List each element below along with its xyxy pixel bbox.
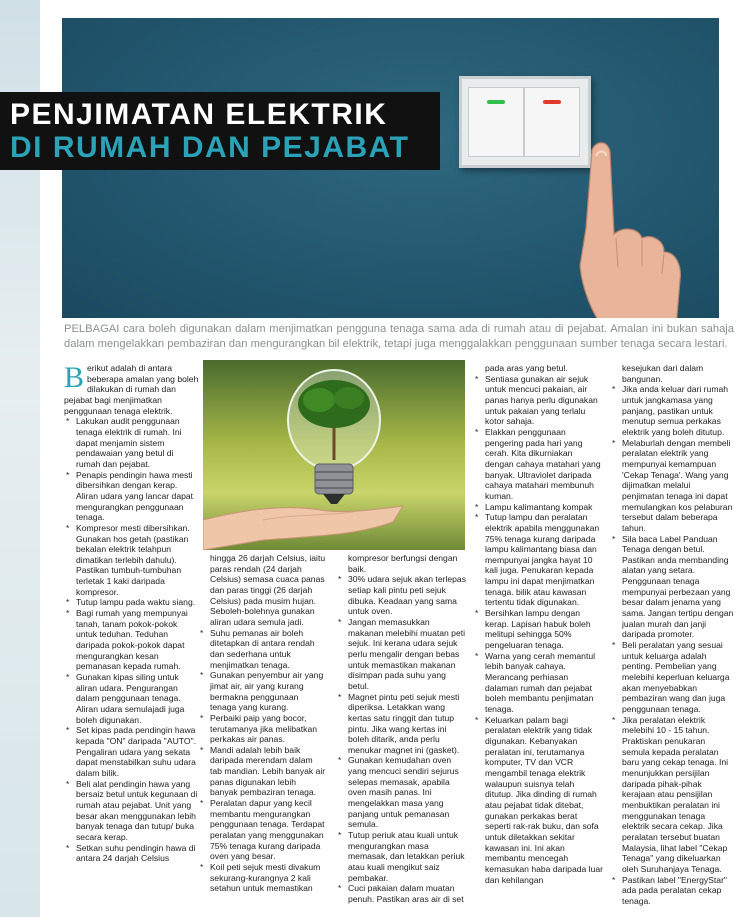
lightbulb-plant-icon: [203, 360, 465, 550]
list-item: * Gunakan kipas siling untuk aliran udara. Pengurangan dalam penggunaan tenaga. Aliran udara semulajadi juga boleh digunakan.: [64, 672, 200, 725]
intro-text: erikut adalah di antara beberapa amalan yang boleh dilakukan di rumah dan pejabat bagi menjimatkan penggunaan tenaga elektrik.: [64, 363, 199, 416]
tips-list-5: [610, 363, 734, 906]
list-item: * Keluarkan palam bagi peralatan elektrik yang tidak digunakan. Kebanyakan peralatan ini, terutamanya komputer, TV dan VCR mengambil tenaga elektrik walaupun suisnya telah ditutup. Jika dinding di rumah atau pejabat tidak ditebat, gunakan perkakas berat seperti rak-rak buku, dan sofa untuk diletakkan sekitar kawasan ini. Ini akan membantu mencegah kemasukan haba daripada luar dan kehilangan: [473, 715, 603, 886]
list-item: * Elakkan penggunaan pengering pada hari yang cerah. Kita dikurniakan dengan cahaya matahari yang banyak. Ultraviolet daripada cahaya matahari membunuh kuman.: [473, 427, 603, 502]
list-item: * Lakukan audit penggunaan tenaga elektrik di rumah. Ini dapat menjamin sistem pendawaian yang betul di rumah dan pejabat.: [64, 416, 200, 469]
list-item: * Koil peti sejuk mesti divakum sekurang-kurangnya 2 kali setahun untuk memastikan: [198, 862, 326, 894]
column-3: [336, 553, 466, 905]
list-item: * 30% udara sejuk akan terlepas setiap kali pintu peti sejuk dibuka. Keadaan yang sama untuk oven.: [336, 574, 466, 617]
lightbulb-plant-photo: [203, 360, 465, 550]
list-item: * Setkan suhu pendingin hawa di antara 24 darjah Celsius: [64, 843, 200, 864]
list-item: * Warna yang cerah memantul lebih banyak cahaya. Merancang perhiasan dalaman rumah dan pejabat boleh membantu penjimatan tenaga.: [473, 651, 603, 715]
list-item: * Tutup periuk atau kuali untuk mengurangkan masa memasak, dan letakkan periuk atau kuali mengikut saiz pembakar.: [336, 830, 466, 883]
list-item: * Beli alat pendingin hawa yang bersaiz betul untuk kegunaan di rumah atau pejabat. Unit yang besar akan menggunakan lebih banyak tenaga dan tutup/ buka secara kerap.: [64, 779, 200, 843]
list-item: * Sila baca Label Panduan Tenaga dengan betul. Pastikan anda membanding alatan yang setara. Penggunaan tenaga mempunyai perbezaan yang besar dalam jenama yang sama. Jangan tertipu dengan jualan murah dan janji daripada promoter.: [610, 534, 734, 641]
headline-line-2: DI RUMAH DAN PEJABAT: [10, 131, 410, 164]
list-item-continued: pada aras yang betul.: [485, 363, 568, 373]
intro-paragraph: [64, 363, 200, 416]
list-item: * Tutup lampu pada waktu siang.: [64, 597, 200, 608]
list-item: * Jangan memasukkan makanan melebihi muatan peti sejuk. Ini kerana udara sejuk perlu mengalir dengan bebas untuk memastikan makanan disimpan pada suhu yang betul.: [336, 617, 466, 692]
list-item: * Perbaiki paip yang bocor, terutamanya jika melibatkan perkakas air panas.: [198, 713, 326, 745]
green-indicator: [487, 100, 505, 104]
list-item: * Pastikan label "EnergyStar" ada pada peralatan cekap tenaga.: [610, 875, 734, 907]
tips-list-3: [336, 553, 466, 905]
list-item-continued: kesejukan dari dalam bangunan.: [622, 363, 704, 384]
list-item: * Melaburlah dengan membeli peralatan elektrik yang mempunyai kemampuan 'Cekap Tenaga'. Wang yang dijimatkan melalui penjimatan tenaga ini dapat memulangkan kos pelaburan tersebut dalam beberapa tahun.: [610, 438, 734, 534]
drop-cap: B: [64, 361, 85, 394]
list-item: * Sentiasa gunakan air sejuk untuk mencuci pakaian, air panas hanya perlu digunakan untuk pakaian yang terlalu kotor sahaja.: [473, 374, 603, 427]
list-item: * Bersihkan lampu dengan kerap. Lapisan habuk boleh melitupi sehingga 50% pengeluaran tenaga.: [473, 608, 603, 651]
list-item: * Beli peralatan yang sesuai untuk keluarga adalah penting. Pembelian yang melebihi keperluan keluarga akan menyebabkan pembaziran wang dan juga penggunaan tenaga.: [610, 640, 734, 715]
list-item: * Jika anda keluar dari rumah untuk jangkamasa yang panjang, pastikan untuk menutup semua perkakas elektrik yang boleh ditutup.: [610, 384, 734, 437]
column-1: [64, 363, 200, 864]
list-item: * Mandi adalah lebih baik daripada merendam dalam tab mandian. Lebih banyak air panas digunakan lebih banyak pembaziran tenaga.: [198, 745, 326, 798]
list-item: * Set kipas pada pendingin hawa kepada "ON" daripada "AUTO". Pengaliran udara yang sekata dapat menstabilkan suhu udara dalam bilik.: [64, 725, 200, 778]
list-item: * Gunakan penyembur air yang jimat air, air yang kurang bermakna penggunaan tenaga yang kurang.: [198, 670, 326, 713]
column-2: [198, 553, 326, 894]
list-item: * Tutup lampu dan peralatan elektrik apabila menggunakan 75% tenaga kurang daripada lampu kalimantang biasa dan mempunyai jangka hayat 10 kali juga. Penukaran kepada lampu ini dapat menjimatkan tenaga. bilik atau kawasan tertentu tidak digunakan.: [473, 512, 603, 608]
column-5: [610, 363, 734, 906]
list-item: * Bagi rumah yang mempunyai tanah, tanam pokok-pokok untuk teduhan. Teduhan daripada pokok-pokok dapat mengurangkan kesan pemanasan kepada rumah.: [64, 608, 200, 672]
list-item: * Magnet pintu peti sejuk mesti diperiksa. Letakkan wang kertas satu ringgit dan tutup pintu. Jika wang kertas ini boleh ditarik, anda perlu menukar magnet ini (gasket).: [336, 692, 466, 756]
list-item: * Cuci pakaian dalam muatan penuh. Pastikan aras air di set: [336, 883, 466, 904]
list-item: * Jika peralatan elektrik melebihi 10 - 15 tahun. Praktiskan penukaran semula kepada peralatan baru yang cekap tenaga. Ini menunjukkan persijilan daripada pihak-pihak kerajaan atau pensijilan menbuktikan peralatan ini menggunakan tenaga elektrik secara cekap. Jika peralatan tersebut buatan Malaysia, lihat label "Cekap Tenaga" yang dikeluarkan oleh Suruhanjaya Tenaga.: [610, 715, 734, 875]
list-item: * Peralatan dapur yang kecil membantu mengurangkan penggunaan tenaga. Terdapat peralatan yang menggunakan 75% tenaga kurang daripada oven yang besar.: [198, 798, 326, 862]
lead-paragraph: PELBAGAI cara boleh digunakan dalam menjimatkan pengguna tenaga sama ada di rumah atau di pejabat. Amalan ini bukan sahaja dalam mengelakkan pembaziran dan mengurangkan bil elektrik, tetapi juga menggalakkan penggunaan sumber tenaga secara lestari.: [64, 323, 734, 350]
tips-list-4: [473, 363, 603, 885]
list-item: * Suhu pemanas air boleh ditetapkan di antara rendah dan sederhana untuk menjimatkan tenaga.: [198, 628, 326, 671]
list-item: * Penapis pendingin hawa mesti dibersihkan dengan kerap. Aliran udara yang lancar dapat mengurangkan penggunaan tenaga.: [64, 470, 200, 523]
hand-pressing-switch-icon: [534, 138, 684, 318]
list-item: * Kompresor mesti dibersihkan. Gunakan hos getah (pastikan bekalan elektrik telahpun dimatikan terlebih dahulu). Pastikan tumbuh-tumbuhan terletak 1 kaki daripada kompresor.: [64, 523, 200, 598]
list-item: * Gunakan kemudahan oven yang mencuci sendiri sejurus selepas memasak, apabila oven masih panas. Ini mengelakkan masa yang panjang untuk pemanasan semula.: [336, 755, 466, 830]
headline-line-1: PENJIMATAN ELEKTRIK: [10, 98, 388, 131]
list-item-continued: kompresor berfungsi dengan baik.: [348, 553, 458, 574]
column-4: [473, 363, 603, 885]
tips-list-1: [64, 416, 200, 864]
switch-button-left: [468, 87, 524, 157]
tips-list-2: [198, 553, 326, 894]
red-indicator: [543, 100, 561, 104]
list-item: * Lampu kalimantang kompak: [473, 502, 603, 513]
list-item-continued: hingga 26 darjah Celsius, iaitu paras rendah (24 darjah Celsius) semasa cuaca panas dan paras tinggi (26 darjah Celsius) pada musim hujan. Seboleh-bolehnya gunakan aliran udara semula jadi.: [210, 553, 326, 627]
